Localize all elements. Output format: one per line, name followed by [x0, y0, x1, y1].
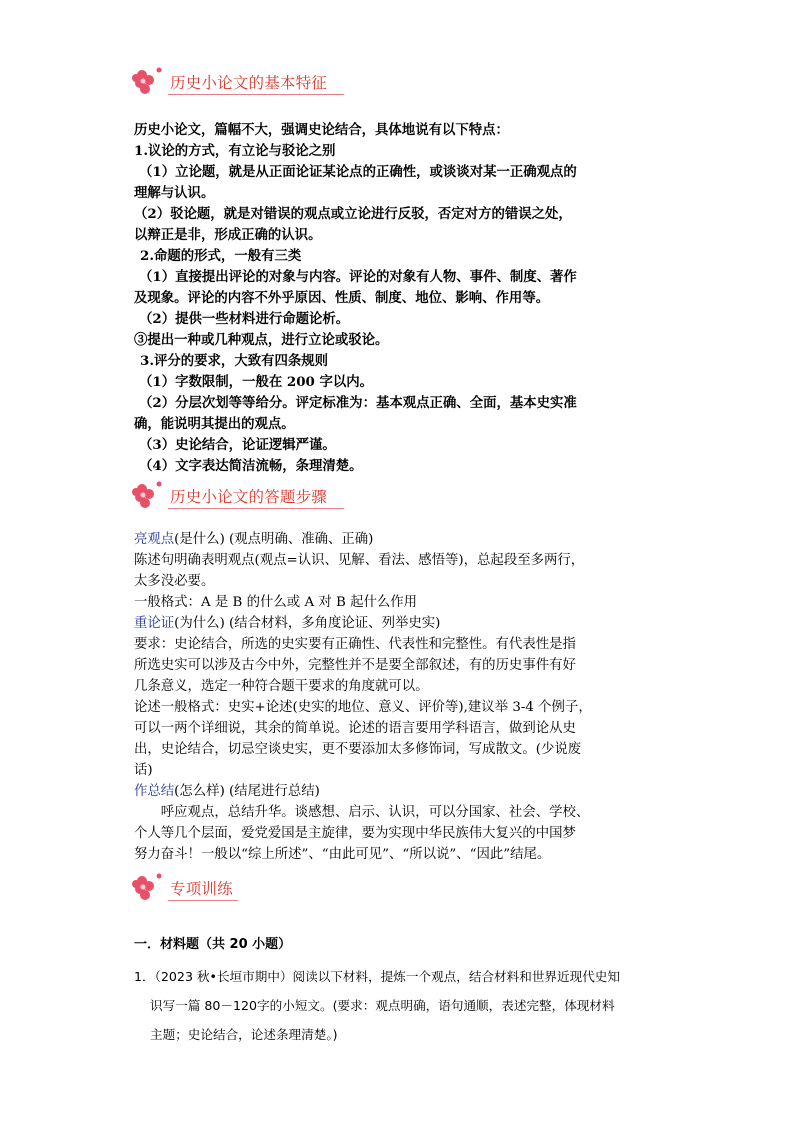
text-line: （1）立论题，就是从正面论证某论点的正确性，或谈谈对某一正确观点的	[139, 164, 577, 180]
step-note: (是什么) (观点明确、准确、正确)	[174, 532, 374, 547]
text-line: 出，史论结合，切忌空谈史实，更不要添加太多修饰词，写成散文。(少说废	[134, 742, 582, 757]
section-title: 专项训练	[170, 880, 233, 898]
text-line: （1）直接提出评论的对象与内容。评论的对象有人物、事件、制度、著作	[139, 269, 577, 285]
category-label: 一．材料题（共 20 小题）	[134, 937, 292, 952]
text-line: 论述一般格式：史实+论述(史实的地位、意义、评价等),建议举 3-4 个例子，	[134, 700, 592, 715]
text-line: （1）字数限制，一般在 200 字以内。	[139, 374, 374, 390]
section-title: 历史小论文的基本特征	[170, 74, 328, 92]
text-line: 呼应观点，总结升华。谈感想、启示、认识，可以分国家、社会、学校、	[134, 805, 590, 820]
text-line: 几条意义，选定一种符合题干要求的角度就可以。	[134, 679, 429, 694]
section-title: 历史小论文的答题步骤	[170, 488, 328, 506]
title-underline	[168, 900, 238, 901]
text-line: （4）文字表达简洁流畅，条理清楚。	[139, 458, 363, 474]
question-1	[134, 962, 694, 1049]
text-line: 一般格式：A 是 B 的什么或 A 对 B 起什么作用	[134, 595, 418, 610]
text-line: 以辩正是非，形成正确的认识。	[134, 227, 322, 243]
plum-blossom-icon	[132, 66, 168, 100]
step-keyword: 作总结	[134, 784, 175, 799]
text-line: 确，能说明其提出的观点。	[134, 416, 295, 432]
question-line: 识写一篇 80－120字的小短文。(要求：观点明确，语句通顺，表述完整，体现材料	[150, 998, 615, 1013]
text-line: （3）史论结合，论证逻辑严谨。	[139, 437, 336, 453]
step-heading	[134, 781, 674, 802]
text-line: 及现象。评论的内容不外乎原因、性质、制度、地位、影响、作用等。	[134, 290, 550, 306]
text-line: 个人等几个层面，爱党爱国是主旋律，要为实现中华民族伟大复兴的中国梦	[134, 826, 576, 841]
text-line: 话)	[134, 763, 153, 778]
question-line: 主题；史论结合，论述条理清楚。)	[150, 1027, 338, 1042]
text-line: 理解与认识。	[134, 185, 215, 201]
step-note: (怎么样) (结尾进行总结)	[174, 784, 320, 799]
text-line: ③提出一种或几种观点，进行立论或驳论。	[134, 332, 389, 348]
text-line: 陈述句明确表明观点(观点=认识、见解、看法、感悟等)，总起段至多两行，	[134, 553, 585, 568]
text-line: （2）分层次划等等给分。评定标准为：基本观点正确、全面，基本史实准	[139, 395, 577, 411]
category-heading	[134, 933, 694, 952]
text-line: （2）提供一些材料进行命题论析。	[139, 311, 350, 327]
text-line: 1.议论的方式，有立论与驳论之别	[134, 143, 336, 159]
step-keyword: 重论证	[134, 616, 175, 631]
step-heading	[134, 613, 674, 634]
text-line: 可以一两个详细说，其余的简单说。论述的语言要用学科语言，做到论从史	[134, 721, 576, 736]
plum-blossom-icon	[132, 480, 168, 514]
text-line: 历史小论文，篇幅不大，强调史论结合，具体地说有以下特点：	[134, 122, 509, 138]
step-heading	[134, 529, 674, 550]
text-line: 努力奋斗！一般以“综上所述”、“由此可见”、“所以说”、“因此”结尾。	[134, 847, 551, 862]
title-underline	[168, 508, 344, 509]
text-line: 所选史实可以涉及古今中外，完整性并不是要全部叙述，有的历史事件有好	[134, 658, 576, 673]
text-line: 3.评分的要求，大致有四条规则	[140, 353, 329, 369]
title-underline	[168, 94, 344, 95]
step-keyword: 亮观点	[134, 532, 175, 547]
plum-blossom-icon	[132, 872, 168, 906]
step-note: (为什么) (结合材料，多角度论证、列举史实)	[174, 616, 441, 631]
steps-body	[134, 529, 674, 865]
features-body	[134, 120, 674, 477]
text-line: 2.命题的形式，一般有三类	[140, 248, 302, 264]
text-line: 太多没必要。	[134, 574, 215, 589]
question-line: 1．（2023 秋•长垣市期中）阅读以下材料，提炼一个观点，结合材料和世界近现代史知	[134, 969, 620, 984]
text-line: 要求：史论结合，所选的史实要有正确性、代表性和完整性。有代表性是指	[134, 637, 576, 652]
text-line: （2）驳论题，就是对错误的观点或立论进行反驳，否定对方的错误之处，	[134, 206, 572, 222]
